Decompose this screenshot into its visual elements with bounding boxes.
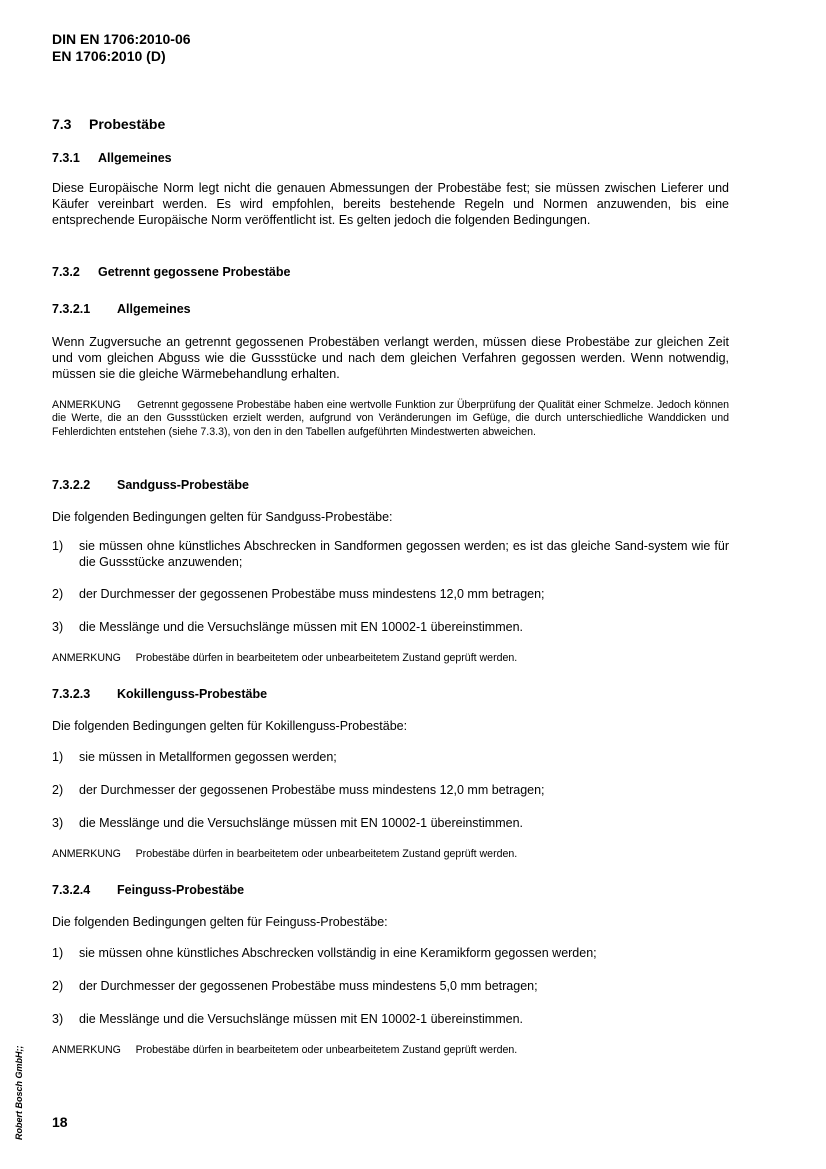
section-heading-7-3-2 bbox=[52, 265, 290, 279]
list-number: 2) bbox=[52, 783, 64, 797]
note-text: Probestäbe dürfen in bearbeitetem oder unbearbeitetem Zustand geprüft werden. bbox=[135, 652, 518, 664]
document-number: DIN EN 1706:2010-06 bbox=[52, 31, 191, 47]
section-title: Sandguss-Probestäbe bbox=[117, 478, 249, 492]
section-title: Probestäbe bbox=[89, 116, 166, 132]
side-license-text: Robert Bosch GmbH;; bbox=[14, 1045, 24, 1140]
note-label: ANMERKUNG bbox=[52, 848, 121, 860]
list-text: der Durchmesser der gegossenen Probestäbe muss mindestens 12,0 mm betragen; bbox=[79, 783, 545, 797]
section-number: 7.3.1 bbox=[52, 151, 80, 165]
paragraph-7-3-1: Diese Europäische Norm legt nicht die genauen Abmessungen der Probestäbe fest; sie müssen zwischen Lieferer und Käufer vereinbart werden. Es wird empfohlen, bereits bestehende Regeln und Normen anzuwenden, bis eine entsprechende Europäische Norm veröffentlicht ist. Es gelten jedoch die folgenden Bedingungen. bbox=[52, 181, 729, 227]
section-title: Allgemeines bbox=[117, 302, 191, 316]
section-number: 7.3.2.2 bbox=[52, 478, 91, 492]
document-number-en: EN 1706:2010 (D) bbox=[52, 48, 166, 64]
note-text: Probestäbe dürfen in bearbeitetem oder unbearbeitetem Zustand geprüft werden. bbox=[135, 1044, 518, 1056]
list-text: sie müssen ohne künstliches Abschrecken in Sandformen gegossen werden; es ist das gleiche Sand-system wie für die Gussstücke anzuwenden; bbox=[79, 539, 729, 569]
section-title: Feinguss-Probestäbe bbox=[117, 883, 245, 897]
section-heading-7-3 bbox=[52, 116, 165, 132]
list-text: die Messlänge und die Versuchslänge müssen mit EN 10002-1 übereinstimmen. bbox=[79, 1012, 523, 1026]
note-text: Getrennt gegossene Probestäbe haben eine wertvolle Funktion zur Überprüfung der Qualität einer Schmelze. Jedoch können die Werte, die an den Gussstücken erzielt werden, aufgrund von Veränderungen im Gefüge, die durch unterschiedliche Wanddicken und Fehlerdichten entstehen (siehe 7.3.3), von den in den Tabellen aufgeführten Mindestwerten abweichen. bbox=[52, 399, 729, 438]
list-text: der Durchmesser der gegossenen Probestäbe muss mindestens 5,0 mm betragen; bbox=[79, 979, 538, 993]
list-text: sie müssen ohne künstliches Abschrecken vollständig in eine Keramikform gegossen werden; bbox=[79, 946, 597, 960]
section-number: 7.3.2.3 bbox=[52, 687, 91, 701]
list-number: 1) bbox=[52, 539, 64, 553]
list-number: 3) bbox=[52, 1012, 64, 1026]
note-7-3-2-3 bbox=[52, 848, 517, 861]
section-heading-7-3-2-3 bbox=[52, 687, 267, 701]
list-item bbox=[52, 945, 729, 961]
list-text: die Messlänge und die Versuchslänge müssen mit EN 10002-1 übereinstimmen. bbox=[79, 620, 523, 634]
section-heading-7-3-2-1 bbox=[52, 302, 191, 316]
list-number: 2) bbox=[52, 979, 64, 993]
list-number: 2) bbox=[52, 587, 64, 601]
list-item bbox=[52, 538, 729, 570]
list-number: 3) bbox=[52, 816, 64, 830]
section-heading-7-3-2-4 bbox=[52, 883, 244, 897]
note-label: ANMERKUNG bbox=[52, 1044, 121, 1056]
page-number: 18 bbox=[52, 1114, 68, 1130]
list-item bbox=[52, 586, 729, 602]
list-item bbox=[52, 619, 729, 635]
section-number: 7.3 bbox=[52, 116, 72, 132]
section-title: Kokillenguss-Probestäbe bbox=[117, 687, 268, 701]
list-number: 1) bbox=[52, 750, 64, 764]
list-number: 3) bbox=[52, 620, 64, 634]
note-7-3-2-2 bbox=[52, 652, 517, 665]
section-heading-7-3-1 bbox=[52, 151, 172, 165]
section-title: Allgemeines bbox=[98, 151, 172, 165]
note-text: Probestäbe dürfen in bearbeitetem oder unbearbeitetem Zustand geprüft werden. bbox=[135, 848, 518, 860]
section-number: 7.3.2.4 bbox=[52, 883, 91, 897]
list-text: sie müssen in Metallformen gegossen werden; bbox=[79, 750, 337, 764]
list-text: der Durchmesser der gegossenen Probestäbe muss mindestens 12,0 mm betragen; bbox=[79, 587, 545, 601]
list-item bbox=[52, 815, 729, 831]
list-item bbox=[52, 1011, 729, 1027]
note-7-3-2-4 bbox=[52, 1044, 517, 1057]
note-label: ANMERKUNG bbox=[52, 399, 121, 411]
section-heading-7-3-2-2 bbox=[52, 478, 249, 492]
section-number: 7.3.2 bbox=[52, 265, 80, 279]
intro-7-3-2-3: Die folgenden Bedingungen gelten für Kokillenguss-Probestäbe: bbox=[52, 719, 408, 733]
paragraph-7-3-2-1: Wenn Zugversuche an getrennt gegossenen Probestäben verlangt werden, müssen diese Probestäbe zur gleichen Zeit und vom gleichen Abguss wie die Gussstücke und nach dem gleichen Verfahren gegossen werden. Wenn notwendig, müssen sie die gleiche Wärmebehandlung erhalten. bbox=[52, 335, 729, 381]
section-title: Getrennt gegossene Probestäbe bbox=[98, 265, 291, 279]
list-number: 1) bbox=[52, 946, 64, 960]
note-7-3-2-1 bbox=[52, 399, 729, 439]
intro-7-3-2-2: Die folgenden Bedingungen gelten für Sandguss-Probestäbe: bbox=[52, 510, 393, 524]
intro-7-3-2-4: Die folgenden Bedingungen gelten für Feinguss-Probestäbe: bbox=[52, 915, 388, 929]
list-text: die Messlänge und die Versuchslänge müssen mit EN 10002-1 übereinstimmen. bbox=[79, 816, 523, 830]
list-item bbox=[52, 749, 729, 765]
note-label: ANMERKUNG bbox=[52, 652, 121, 664]
section-number: 7.3.2.1 bbox=[52, 302, 91, 316]
list-item bbox=[52, 978, 729, 994]
list-item bbox=[52, 782, 729, 798]
